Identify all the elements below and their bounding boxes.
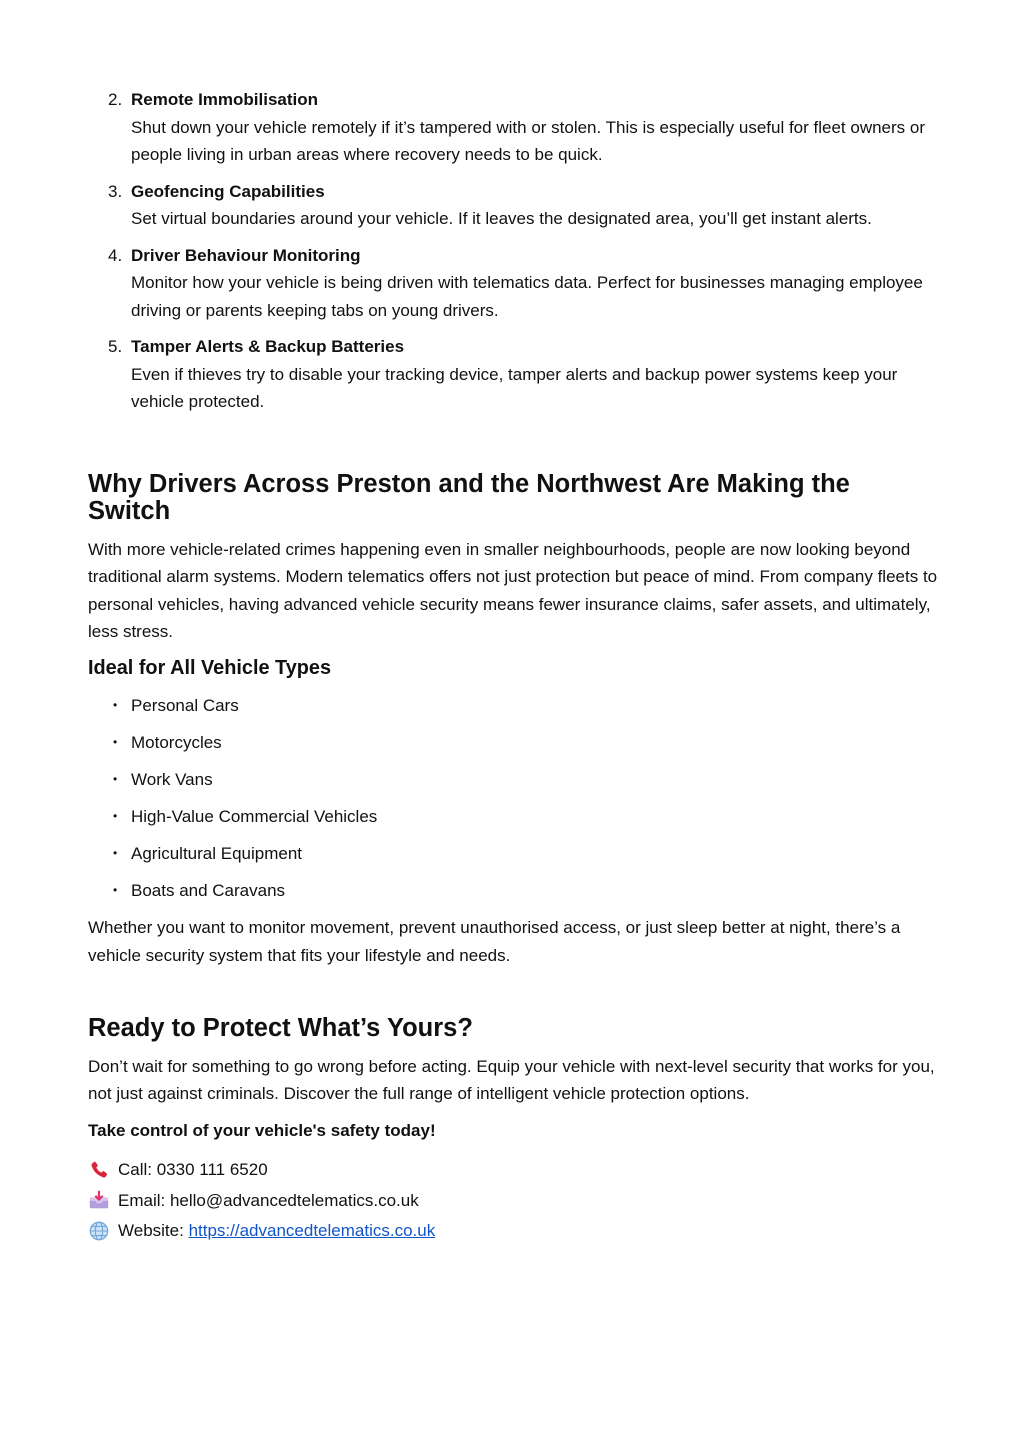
feature-item — [88, 86, 938, 169]
feature-title: Tamper Alerts & Backup Batteries — [131, 337, 405, 356]
bullet-marker: • — [113, 809, 118, 823]
contact-phone — [88, 1155, 938, 1186]
feature-item — [88, 178, 938, 233]
ideal-section-heading: Ideal for All Vehicle Types — [88, 657, 332, 679]
vehicle-type-item — [88, 803, 938, 831]
vehicle-type-label: Agricultural Equipment — [131, 844, 303, 863]
vehicle-type-item — [88, 766, 938, 794]
document-page — [88, 86, 938, 1246]
ready-section-paragraph: Don’t wait for something to go wrong before acting. Equip your vehicle with next-level security that works for you, not just against criminals. Discover the full range of intelligent vehicle protection options. — [88, 1056, 935, 1103]
website-label: Website: — [118, 1221, 189, 1240]
feature-title: Geofencing Capabilities — [131, 181, 325, 201]
globe-icon — [88, 1220, 110, 1242]
phone-icon — [88, 1159, 110, 1181]
bullet-marker: • — [113, 735, 118, 749]
vehicle-type-item — [88, 692, 938, 720]
vehicle-type-label: Boats and Caravans — [131, 881, 286, 900]
vehicle-type-label: High-Value Commercial Vehicles — [131, 807, 378, 826]
vehicle-type-item — [88, 877, 938, 905]
vehicle-type-label: Motorcycles — [131, 733, 222, 752]
feature-description: Set virtual boundaries around your vehicle. If it leaves the designated area, you’ll get instant alerts. — [131, 209, 872, 228]
feature-item — [88, 242, 938, 325]
feature-item — [88, 333, 938, 416]
vehicle-type-label: Work Vans — [131, 770, 213, 789]
contact-block — [88, 1155, 938, 1247]
bullet-marker: • — [113, 772, 118, 786]
feature-number: 4. — [108, 245, 123, 265]
feature-number: 5. — [108, 337, 123, 356]
feature-title: Remote Immobilisation — [131, 90, 319, 109]
feature-number: 2. — [108, 90, 123, 109]
feature-description: Monitor how your vehicle is being driven with telematics data. Perfect for businesses managing employee driving or parents keeping tabs on young drivers. — [131, 273, 923, 320]
ready-section-heading: Ready to Protect What’s Yours? — [88, 1014, 473, 1042]
contact-website — [88, 1216, 938, 1247]
feature-description: Even if thieves try to disable your tracking device, tamper alerts and backup power systems keep your vehicle protected. — [131, 364, 898, 411]
bullet-marker: • — [113, 846, 118, 860]
call-to-action: Take control of your vehicle's safety today! — [88, 1121, 436, 1140]
feature-title: Driver Behaviour Monitoring — [131, 245, 361, 265]
inbox-tray-icon — [88, 1189, 110, 1211]
why-section-heading: Why Drivers Across Preston and the Northwest Are Making the Switch — [88, 469, 850, 525]
vehicle-type-item — [88, 729, 938, 757]
phone-text: Call: 0330 111 6520 — [118, 1160, 268, 1179]
bullet-marker: • — [113, 698, 118, 712]
email-text: Email: hello@advancedtelematics.co.uk — [118, 1190, 419, 1210]
website-link[interactable]: https://advancedtelematics.co.uk — [188, 1221, 436, 1240]
feature-list — [88, 86, 938, 416]
vehicle-type-item — [88, 840, 938, 868]
feature-number: 3. — [108, 181, 123, 201]
feature-description: Shut down your vehicle remotely if it’s tampered with or stolen. This is especially useful for fleet owners or people living in urban areas where recovery needs to be quick. — [131, 117, 926, 164]
vehicle-type-list — [88, 692, 938, 905]
contact-email — [88, 1185, 938, 1216]
ideal-section-closing: Whether you want to monitor movement, prevent unauthorised access, or just sleep better at night, there’s a vehicle security system that fits your lifestyle and needs. — [88, 918, 901, 965]
vehicle-type-label: Personal Cars — [131, 696, 239, 715]
bullet-marker: • — [113, 883, 118, 897]
why-section-paragraph: With more vehicle-related crimes happening even in smaller neighbourhoods, people are now looking beyond traditional alarm systems. Modern telematics offers not just protection but peace of mind. From company fleets to personal vehicles, having advanced vehicle security means fewer insurance claims, safer assets, and ultimately, less stress. — [88, 539, 938, 641]
